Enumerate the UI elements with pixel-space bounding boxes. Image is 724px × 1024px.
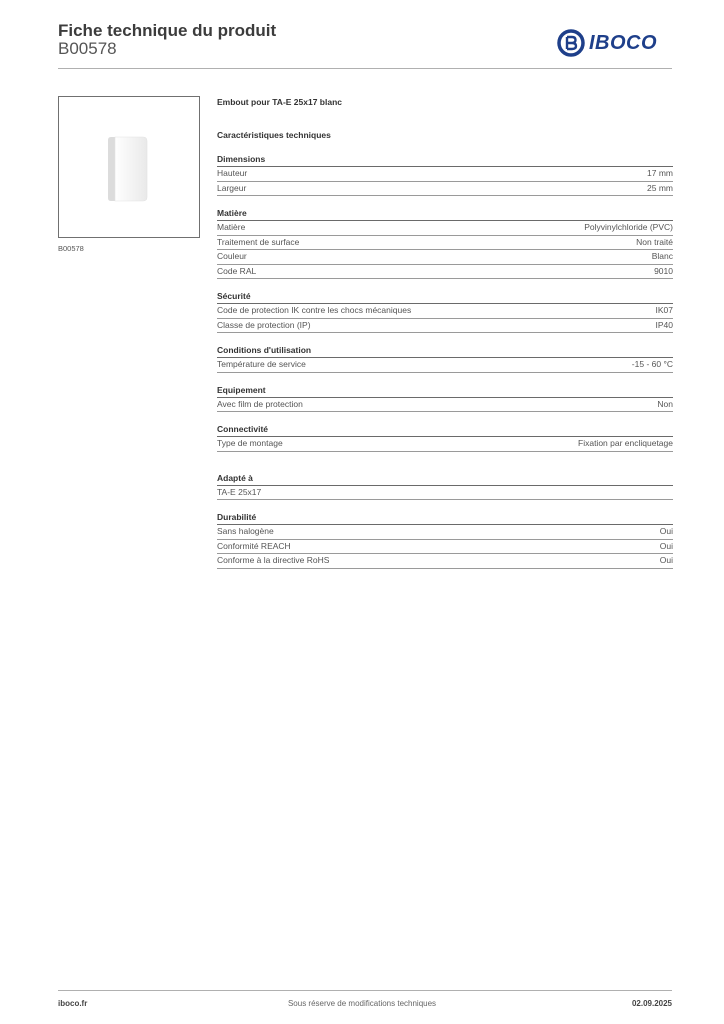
section-title: Connectivité: [217, 423, 673, 437]
section-compatible: [217, 472, 673, 501]
spec-row: [217, 265, 673, 280]
page-title: Fiche technique du produit: [58, 21, 277, 40]
spec-row: [217, 304, 673, 319]
spec-value: 9010: [654, 265, 673, 276]
section-dimensions: [217, 153, 673, 196]
spec-row: [217, 236, 673, 251]
spec-label: Conforme à la directive RoHS: [217, 555, 330, 565]
spec-value: Oui: [659, 526, 673, 536]
spec-value: Non traité: [636, 236, 673, 247]
spec-value: Blanc: [651, 251, 673, 261]
section-title: Durabilité: [217, 511, 673, 525]
section-title: Sécurité: [217, 290, 673, 304]
footer-divider: [58, 990, 672, 991]
spec-label: Matière: [217, 222, 246, 232]
spec-row: [217, 437, 673, 452]
spec-content: [217, 97, 673, 569]
spec-label: Avec film de protection: [217, 398, 303, 409]
spec-label: Sans halogène: [217, 526, 274, 536]
spec-row: [217, 167, 673, 182]
spec-value: Oui: [659, 555, 673, 565]
spec-row: [217, 554, 673, 569]
spec-label: Type de montage: [217, 438, 283, 448]
header-divider: [58, 68, 672, 69]
spec-label: TA-E 25x17: [217, 486, 262, 497]
section-sustainability: [217, 511, 673, 569]
spec-label: Code RAL: [217, 265, 257, 276]
section-equipment: [217, 384, 673, 413]
spec-label: Classe de protection (IP): [217, 319, 311, 330]
spec-row: [217, 398, 673, 413]
section-title: Equipement: [217, 384, 673, 398]
spec-row: [217, 358, 673, 373]
spec-label: Conformité REACH: [217, 540, 291, 551]
spec-label: Température de service: [217, 359, 306, 369]
spec-value: 25 mm: [647, 182, 673, 193]
product-image: [58, 96, 200, 238]
spec-row: [217, 319, 673, 334]
spec-value: Fixation par encliquetage: [578, 438, 673, 448]
section-safety: [217, 290, 673, 333]
product-name: Embout pour TA-E 25x17 blanc: [217, 97, 343, 107]
section-title: Adapté à: [217, 472, 673, 486]
spec-value: Oui: [659, 540, 673, 551]
spec-label: Traitement de surface: [217, 236, 300, 247]
section-title: Conditions d'utilisation: [217, 344, 673, 358]
spec-row: [217, 525, 673, 540]
spec-row: [217, 182, 673, 197]
spec-value: IK07: [655, 305, 673, 315]
spec-value: IP40: [655, 319, 673, 330]
section-title: Dimensions: [217, 153, 673, 167]
end-cap-product-icon: [59, 97, 199, 237]
spec-value: -15 - 60 °C: [631, 359, 673, 369]
spec-label: Hauteur: [217, 168, 248, 178]
spec-label: Couleur: [217, 251, 247, 261]
brand-logo: [557, 29, 657, 57]
product-code: B00578: [58, 39, 117, 58]
spec-value: 17 mm: [647, 168, 673, 178]
spec-row: [217, 540, 673, 555]
section-conditions: [217, 344, 673, 373]
spec-value: Polyvinylchloride (PVC): [584, 222, 673, 232]
iboco-logo-icon: [557, 29, 585, 57]
spec-label: Largeur: [217, 182, 247, 193]
section-title: Matière: [217, 207, 673, 221]
section-connectivity: [217, 423, 673, 452]
spec-row: [217, 250, 673, 265]
spec-value: Non: [657, 398, 673, 409]
logo-wordmark: IBOCO: [589, 31, 658, 54]
footer-notice: Sous réserve de modifications techniques: [287, 999, 437, 1008]
image-caption: B00578: [58, 244, 84, 253]
footer-date: 02.09.2025: [631, 999, 672, 1008]
spec-row: [217, 221, 673, 236]
spec-heading: Caractéristiques techniques: [217, 130, 331, 140]
footer-website: iboco.fr: [58, 999, 88, 1008]
spec-label: Code de protection IK contre les chocs mécaniques: [217, 305, 412, 315]
section-material: [217, 207, 673, 279]
spec-row: [217, 486, 673, 501]
